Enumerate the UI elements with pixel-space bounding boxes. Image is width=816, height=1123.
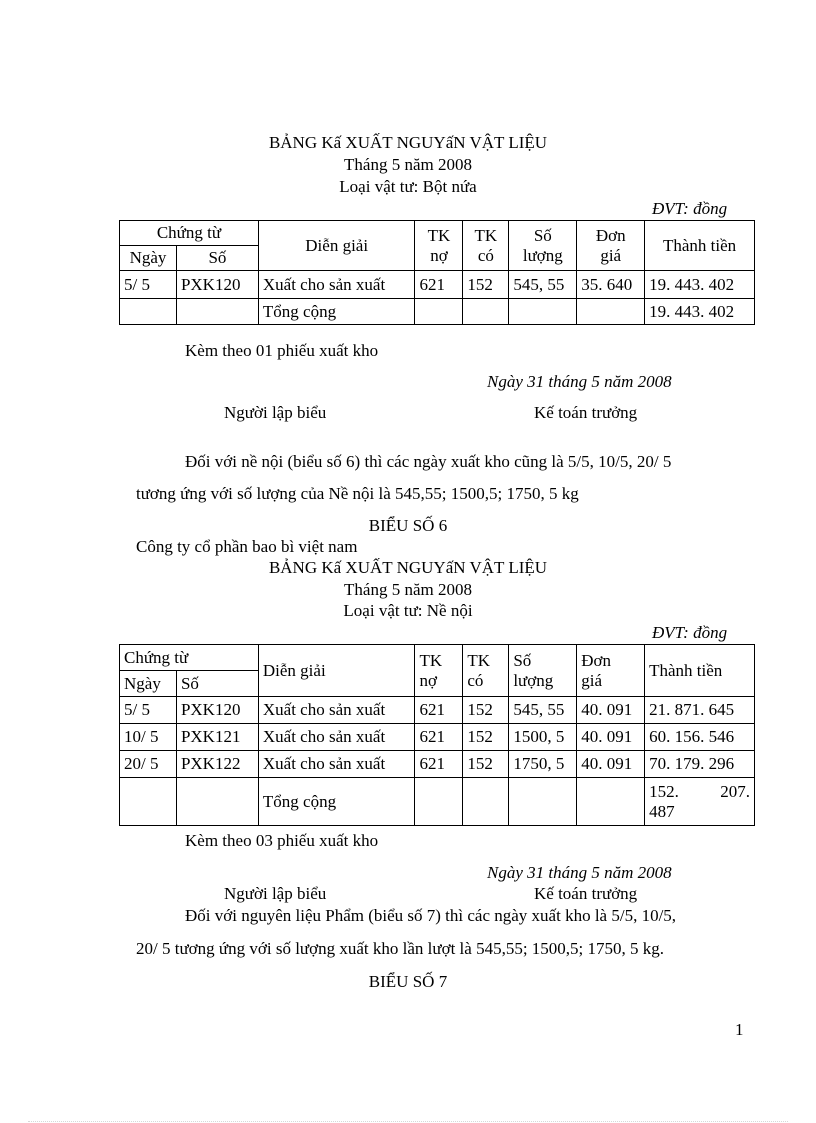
section1-signer-left: Người lập biểu: [224, 403, 327, 422]
cell-ngay: 5/ 5: [120, 271, 177, 299]
cell-tk-co: 152: [463, 697, 509, 724]
header-ngay: Ngày: [120, 671, 177, 697]
section1-month: Tháng 5 năm 2008: [344, 155, 472, 174]
section2-unit: ĐVT: đồng: [652, 623, 728, 642]
paragraph1-line2: tương ứng với số lượng của Nề nội là 545,55; 1500,5; 1750, 5 kg: [136, 484, 579, 503]
cell-so-luong: 1500, 5: [509, 724, 577, 751]
section2-month: Tháng 5 năm 2008: [344, 580, 472, 599]
paragraph1-line1: Đối với nề nội (biểu số 6) thì các ngày xuất kho cũng là 5/5, 10/5, 20/ 5: [185, 452, 672, 471]
header-don-gia: Đơn giá: [577, 221, 645, 271]
cell-thanh-tien: 19. 443. 402: [645, 271, 755, 299]
header-so-luong: Số lượng: [509, 645, 577, 697]
section1-table: [119, 220, 755, 325]
section2-title: BẢNG Kấ XUẤT NGUYấN VẬT LIỆU: [268, 558, 548, 577]
cell-thanh-tien: 70. 179. 296: [645, 751, 755, 778]
header-so-luong: Số lượng: [509, 221, 577, 271]
header-so: Số: [176, 671, 258, 697]
table-total-row: [120, 778, 755, 826]
cell-tk-no: 621: [415, 751, 463, 778]
table-row: [120, 751, 755, 778]
cell-don-gia: 35. 640: [577, 271, 645, 299]
cell-don-gia: 40. 091: [577, 724, 645, 751]
cell-tk-co: 152: [463, 724, 509, 751]
cell-dien-giai: Xuất cho sản xuất: [258, 724, 415, 751]
header-thanh-tien: Thành tiền: [645, 221, 755, 271]
section2-signer-right: Kế toán trưởng: [534, 884, 638, 903]
header-tk-co: TK có: [463, 645, 509, 697]
header-don-gia: Đơn giá: [577, 645, 645, 697]
section2-attachment: Kèm theo 03 phiếu xuất kho: [185, 831, 379, 850]
section1-unit: ĐVT: đồng: [652, 199, 728, 218]
header-so: Số: [176, 246, 258, 271]
paragraph2-line2: 20/ 5 tương ứng với số lượng xuất kho lần lượt là 545,55; 1500,5; 1750, 5 kg.: [136, 939, 665, 958]
page-bottom-divider: [28, 1121, 788, 1122]
table-row: [120, 724, 755, 751]
cell-thanh-tien: 21. 871. 645: [645, 697, 755, 724]
cell-so-luong: 545, 55: [509, 697, 577, 724]
table-row: [120, 697, 755, 724]
form-number-6: BIỂU SỐ 6: [368, 516, 448, 535]
section2-signer-left: Người lập biểu: [224, 884, 327, 903]
cell-so-luong: 1750, 5: [509, 751, 577, 778]
header-chung-tu: Chứng từ: [120, 645, 259, 671]
section1-signer-right: Kế toán trưởng: [534, 403, 638, 422]
cell-ngay: 20/ 5: [120, 751, 177, 778]
cell-ngay: 5/ 5: [120, 697, 177, 724]
cell-dien-giai: Xuất cho sản xuất: [258, 751, 415, 778]
cell-ngay: 10/ 5: [120, 724, 177, 751]
table-total-row: [120, 299, 755, 325]
section2-table: [119, 644, 755, 826]
section1-attachment: Kèm theo 01 phiếu xuất kho: [185, 341, 379, 360]
cell-so: PXK120: [176, 271, 258, 299]
total-value: 152. 207. 487: [645, 778, 755, 826]
header-tk-no: TK nợ: [415, 221, 463, 271]
total-label: Tổng cộng: [258, 778, 415, 826]
cell-tk-co: 152: [463, 271, 509, 299]
header-chung-tu: Chứng từ: [120, 221, 259, 246]
cell-so: PXK120: [176, 697, 258, 724]
company-name: Công ty cổ phần bao bì việt nam: [136, 537, 358, 556]
cell-don-gia: 40. 091: [577, 751, 645, 778]
header-dien-giai: Diễn giải: [258, 645, 415, 697]
total-value: 19. 443. 402: [645, 299, 755, 325]
cell-tk-co: 152: [463, 751, 509, 778]
cell-so: PXK122: [176, 751, 258, 778]
form-number-7: BIỂU SỐ 7: [368, 972, 448, 991]
section1-material: Loại vật tư: Bột nứa: [339, 177, 477, 196]
header-tk-co: TK có: [463, 221, 509, 271]
table-row: [120, 271, 755, 299]
section2-date: Ngày 31 tháng 5 năm 2008: [487, 863, 672, 882]
header-dien-giai: Diễn giải: [258, 221, 415, 271]
cell-tk-no: 621: [415, 271, 463, 299]
header-tk-no: TK nợ: [415, 645, 463, 697]
cell-tk-no: 621: [415, 697, 463, 724]
cell-so-luong: 545, 55: [509, 271, 577, 299]
section2-material: Loại vật tư: Nề nội: [343, 601, 473, 620]
section1-date: Ngày 31 tháng 5 năm 2008: [487, 372, 672, 391]
cell-thanh-tien: 60. 156. 546: [645, 724, 755, 751]
page-number: 1: [735, 1020, 744, 1039]
header-thanh-tien: Thành tiền: [645, 645, 755, 697]
cell-dien-giai: Xuất cho sản xuất: [258, 271, 415, 299]
header-ngay: Ngày: [120, 246, 177, 271]
cell-tk-no: 621: [415, 724, 463, 751]
paragraph2-line1: Đối với nguyên liệu Phẩm (biểu số 7) thì các ngày xuất kho là 5/5, 10/5,: [185, 906, 677, 925]
cell-so: PXK121: [176, 724, 258, 751]
cell-don-gia: 40. 091: [577, 697, 645, 724]
total-label: Tổng cộng: [258, 299, 415, 325]
section1-title: BẢNG Kấ XUẤT NGUYấN VẬT LIỆU: [268, 133, 548, 152]
cell-dien-giai: Xuất cho sản xuất: [258, 697, 415, 724]
